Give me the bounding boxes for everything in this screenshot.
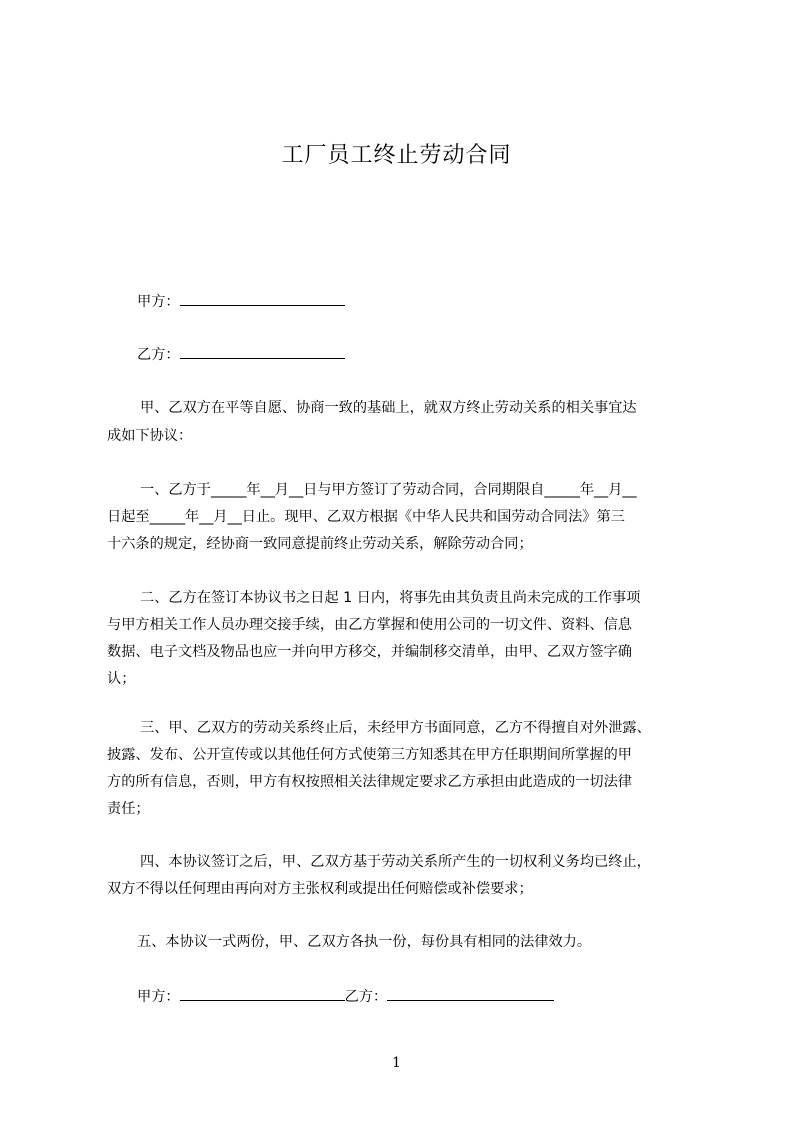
clause3-line-3: 方的所有信息，否则，甲方有权按照相关法律规定要求乙方承担由此造成的一切法律 xyxy=(107,774,632,790)
intro-line-2: 成如下协议： xyxy=(107,428,193,444)
signature-b-blank[interactable] xyxy=(387,986,554,1001)
clause2-line-3: 数据、电子文档及物品也应一并向甲方移交，并编制移交清单，由甲、乙双方签字确 xyxy=(107,644,632,660)
clause2-line-4: 认； xyxy=(107,671,136,687)
document-title: 工厂员工终止劳动合同 xyxy=(281,143,512,168)
party-a-label: 甲方： xyxy=(137,294,180,310)
clause4-line-1: 四、本协议签订之后，甲、乙双方基于劳动关系所产生的一切权利义务均已终止， xyxy=(140,854,651,870)
clause5-line: 五、本协议一式两份，甲、乙双方各执一份，每份具有相同的法律效力。 xyxy=(137,934,592,950)
clause3-line-2: 披露、发布、公开宣传或以其他任何方式使第三方知悉其在甲方任职期间所掌握的甲 xyxy=(107,747,632,763)
party-a-blank[interactable] xyxy=(180,291,345,306)
clause1-line-3: 十六条的规定，经协商一致同意提前终止劳动关系，解除劳动合同； xyxy=(107,536,533,552)
page-number: 1 xyxy=(392,1055,401,1071)
clause1-line-2: 日起至_____年__月__日止。现甲、乙双方根据《中华人民共和国劳动合同法》第三 xyxy=(107,509,625,525)
clause1-line-1: 一、乙方于_____年__月__日与甲方签订了劳动合同，合同期限自_____年__月__ xyxy=(140,482,637,498)
clause2-line-2: 与甲方相关工作人员办理交接手续，由乙方掌握和使用公司的一切文件、资料、信息 xyxy=(107,617,632,633)
signature-a-blank[interactable] xyxy=(180,986,345,1001)
party-a-line xyxy=(137,291,737,312)
clause2-line-1: 二、乙方在签订本协议书之日起 1 日内，将事先由其负责且尚未完成的工作事项 xyxy=(140,590,641,606)
party-b-line xyxy=(137,344,737,365)
clause3-line-4: 责任； xyxy=(107,801,150,817)
party-b-label: 乙方： xyxy=(137,347,180,363)
clause4-line-2: 双方不得以任何理由再向对方主张权利或提出任何赔偿或补偿要求； xyxy=(107,881,533,897)
party-b-blank[interactable] xyxy=(180,344,345,359)
intro-line-1: 甲、乙双方在平等自愿、协商一致的基础上，就双方终止劳动关系的相关事宜达 xyxy=(140,400,637,416)
clause3-line-1: 三、甲、乙双方的劳动关系终止后，未经甲方书面同意，乙方不得擅自对外泄露、 xyxy=(140,720,651,736)
signature-b-label: 乙方： xyxy=(344,989,388,1005)
signature-line xyxy=(137,986,737,1007)
signature-a-label: 甲方： xyxy=(137,989,180,1005)
